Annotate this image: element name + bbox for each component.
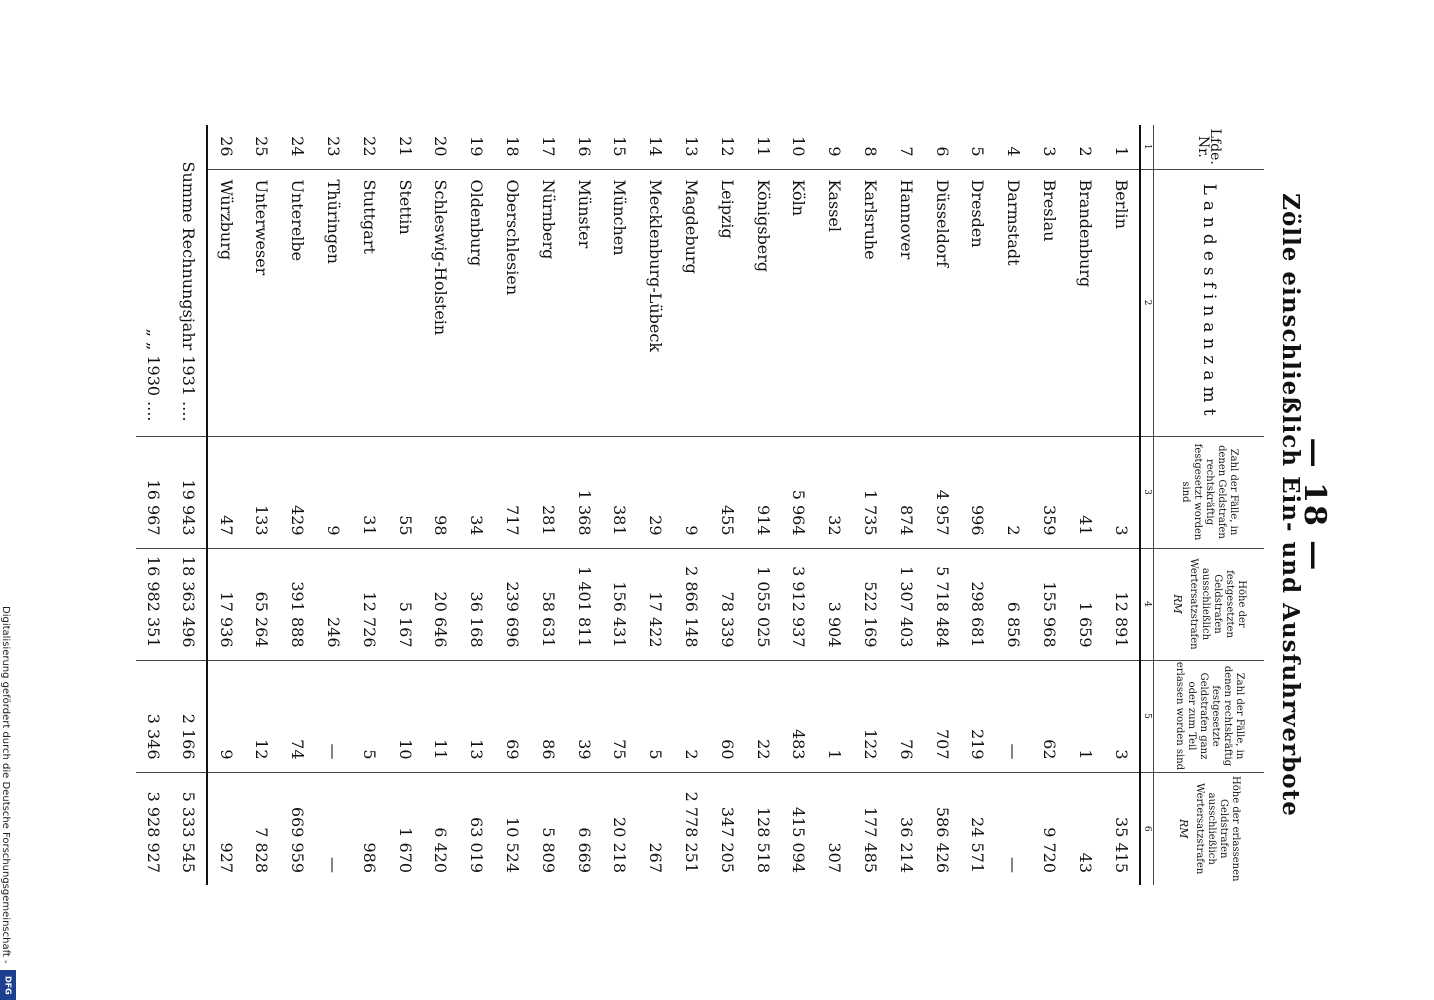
- row-name: Oberschlesien: [495, 169, 531, 436]
- row-name: Darmstadt: [996, 169, 1032, 436]
- header-col6-text: Höhe der erlassenen Geldstrafen ausschließlich Wertersatzstrafen: [1194, 776, 1241, 882]
- table-row: [459, 125, 495, 885]
- row-col3: 31: [351, 436, 387, 548]
- row-col5: 12: [244, 660, 280, 772]
- row-col5: 2: [674, 660, 710, 772]
- table-row: [602, 125, 638, 885]
- table-row: [1103, 125, 1140, 885]
- row-name: Karlsruhe: [853, 169, 889, 436]
- row-col3: 359: [1032, 436, 1068, 548]
- row-col6: 24 571: [960, 772, 996, 885]
- page-number: — 18 —: [1297, 437, 1332, 573]
- table-row: [924, 125, 960, 885]
- row-col5: 75: [602, 660, 638, 772]
- row-col6: 128 518: [745, 772, 781, 885]
- column-number: 5: [1140, 660, 1154, 772]
- summary-c4: 16 982 351: [136, 548, 171, 660]
- funding-note: [0, 606, 18, 1000]
- row-number: 17: [538, 136, 558, 157]
- row-name: Nürnberg: [530, 169, 566, 436]
- row-col5: 62: [1032, 660, 1068, 772]
- row-number: 24: [288, 136, 308, 157]
- row-col6: 5 809: [530, 772, 566, 885]
- row-col3: 98: [423, 436, 459, 548]
- row-col6: 347 205: [709, 772, 745, 885]
- table-row: [674, 125, 710, 885]
- row-col6: 669 959: [280, 772, 316, 885]
- header-col4-text: Höhe der festgesetzten Geldstrafen ausschließlich Wertersatzstrafen: [1188, 558, 1247, 650]
- row-name: Brandenburg: [1067, 169, 1103, 436]
- row-col5: 483: [781, 660, 817, 772]
- row-col5: 74: [280, 660, 316, 772]
- row-name: Dresden: [960, 169, 996, 436]
- row-col3: 717: [495, 436, 531, 548]
- row-number: 26: [216, 136, 236, 157]
- row-name: Münster: [566, 169, 602, 436]
- table-row: [351, 125, 387, 885]
- summary-row: [171, 125, 207, 885]
- header-landesfinanzamt: Landesfinanzamt: [1154, 169, 1265, 436]
- row-col5: 5: [638, 660, 674, 772]
- row-col3: 1 735: [853, 436, 889, 548]
- summary-c6: 5 333 545: [171, 772, 207, 885]
- row-col3: 55: [387, 436, 423, 548]
- table-row: [781, 125, 817, 885]
- row-col5: 76: [888, 660, 924, 772]
- row-col4: 246: [316, 548, 352, 660]
- row-number: 11: [753, 136, 773, 157]
- row-col5: 60: [709, 660, 745, 772]
- row-number: 13: [682, 136, 702, 157]
- summary-label: Summe Rechnungsjahr 1931 ....: [171, 125, 207, 436]
- column-number-row: [1140, 125, 1154, 885]
- row-col6: —: [316, 772, 352, 885]
- row-col4: 3 904: [817, 548, 853, 660]
- row-col4: 12 726: [351, 548, 387, 660]
- table-row: [1032, 125, 1068, 885]
- row-col4: 155 968: [1032, 548, 1068, 660]
- row-col5: 707: [924, 660, 960, 772]
- row-name: Leipzig: [709, 169, 745, 436]
- row-number: 25: [252, 136, 272, 157]
- row-number: 7: [896, 146, 916, 157]
- row-number: 5: [968, 146, 988, 157]
- row-number: 4: [1004, 146, 1024, 157]
- table-row: [853, 125, 889, 885]
- summary-c4: 18 363 496: [171, 548, 207, 660]
- row-col5: 122: [853, 660, 889, 772]
- row-col5: —: [996, 660, 1032, 772]
- row-name: Berlin: [1103, 169, 1140, 436]
- row-name: Unterweser: [244, 169, 280, 436]
- row-name: Kassel: [817, 169, 853, 436]
- table-row: [207, 125, 244, 885]
- summary-c3: 19 943: [171, 436, 207, 548]
- row-col4: 298 681: [960, 548, 996, 660]
- column-number: 2: [1140, 169, 1154, 436]
- row-number: 22: [359, 136, 379, 157]
- row-col5: 9: [207, 660, 244, 772]
- row-col3: 4 957: [924, 436, 960, 548]
- row-col4: 3 912 937: [781, 548, 817, 660]
- row-col6: —: [996, 772, 1032, 885]
- row-col4: 1 659: [1067, 548, 1103, 660]
- row-col3: 429: [280, 436, 316, 548]
- row-col4: 522 169: [853, 548, 889, 660]
- row-col6: 927: [207, 772, 244, 885]
- header-col6: [1154, 772, 1265, 885]
- row-number: 19: [467, 136, 487, 157]
- row-name: München: [602, 169, 638, 436]
- row-col4: 6 856: [996, 548, 1032, 660]
- row-col5: 1: [1067, 660, 1103, 772]
- row-col4: 239 696: [495, 548, 531, 660]
- row-number: 1: [1111, 146, 1131, 157]
- table-row: [888, 125, 924, 885]
- table-row: [244, 125, 280, 885]
- statistics-table: [136, 125, 1264, 885]
- row-col5: 10: [387, 660, 423, 772]
- table-row: [566, 125, 602, 885]
- row-number: 12: [717, 136, 737, 157]
- table-row: [745, 125, 781, 885]
- row-name: Schleswig-Holstein: [423, 169, 459, 436]
- row-col4: 1 055 025: [745, 548, 781, 660]
- table-row: [495, 125, 531, 885]
- row-col3: 1 368: [566, 436, 602, 548]
- table-row: [817, 125, 853, 885]
- row-col3: 47: [207, 436, 244, 548]
- row-col3: 29: [638, 436, 674, 548]
- row-col4: 391 888: [280, 548, 316, 660]
- row-number: 23: [324, 136, 344, 157]
- row-col4: 20 646: [423, 548, 459, 660]
- row-col4: 65 264: [244, 548, 280, 660]
- row-col6: 9 720: [1032, 772, 1068, 885]
- table-row: [530, 125, 566, 885]
- row-number: 10: [789, 136, 809, 157]
- row-col3: 133: [244, 436, 280, 548]
- row-number: 14: [646, 136, 666, 157]
- row-col3: 381: [602, 436, 638, 548]
- row-col6: 10 524: [495, 772, 531, 885]
- column-number: 3: [1140, 436, 1154, 548]
- row-name: Thüringen: [316, 169, 352, 436]
- header-lfd-nr: Lfde. Nr.: [1195, 128, 1223, 165]
- row-col6: 307: [817, 772, 853, 885]
- row-col4: 78 339: [709, 548, 745, 660]
- row-col3: 914: [745, 436, 781, 548]
- row-col5: —: [316, 660, 352, 772]
- row-col3: 9: [316, 436, 352, 548]
- row-col3: 5 964: [781, 436, 817, 548]
- row-col6: 43: [1067, 772, 1103, 885]
- row-name: Hannover: [888, 169, 924, 436]
- row-number: 6: [932, 146, 952, 157]
- row-number: 8: [861, 146, 881, 157]
- row-col3: 874: [888, 436, 924, 548]
- row-col3: 34: [459, 436, 495, 548]
- row-col3: 32: [817, 436, 853, 548]
- summary-c5: 3 346: [136, 660, 171, 772]
- row-col5: 5: [351, 660, 387, 772]
- table-row: [960, 125, 996, 885]
- row-number: 9: [825, 146, 845, 157]
- row-col4: 17 422: [638, 548, 674, 660]
- column-number: 6: [1140, 772, 1154, 885]
- summary-c5: 2 166: [171, 660, 207, 772]
- header-col3: Zahl der Fälle, in denen Geldstrafen rechtskräftig festgesetzt worden sind: [1154, 436, 1265, 548]
- row-col6: 63 019: [459, 772, 495, 885]
- header-col4-unit: RM: [1171, 594, 1184, 614]
- row-col4: 17 936: [207, 548, 244, 660]
- row-col4: 5 718 484: [924, 548, 960, 660]
- row-col6: 586 426: [924, 772, 960, 885]
- row-col4: 156 431: [602, 548, 638, 660]
- row-col6: 2 778 251: [674, 772, 710, 885]
- row-number: 15: [610, 136, 630, 157]
- funding-note-text: Digitalisierung gefördert durch die Deutsche Forschungsgemeinschaft -: [0, 606, 11, 964]
- row-number: 2: [1075, 146, 1095, 157]
- row-name: Breslau: [1032, 169, 1068, 436]
- row-col3: 2: [996, 436, 1032, 548]
- row-col3: 41: [1067, 436, 1103, 548]
- row-col3: 9: [674, 436, 710, 548]
- table-row: [387, 125, 423, 885]
- table-row: [1067, 125, 1103, 885]
- row-col6: 6 669: [566, 772, 602, 885]
- row-col5: 39: [566, 660, 602, 772]
- table-row: [423, 125, 459, 885]
- rotated-table-sheet: [118, 125, 1338, 885]
- row-col6: 6 420: [423, 772, 459, 885]
- row-col6: 267: [638, 772, 674, 885]
- row-name: Königsberg: [745, 169, 781, 436]
- row-name: Unterelbe: [280, 169, 316, 436]
- row-col6: 35 415: [1103, 772, 1140, 885]
- row-col5: 13: [459, 660, 495, 772]
- row-col4: 1 307 403: [888, 548, 924, 660]
- summary-label: „ „ 1930 ....: [144, 328, 164, 422]
- row-col3: 996: [960, 436, 996, 548]
- header-col4: [1154, 548, 1265, 660]
- row-col5: 86: [530, 660, 566, 772]
- table-row: [316, 125, 352, 885]
- row-name: Würzburg: [207, 169, 244, 436]
- table-row: [709, 125, 745, 885]
- dfg-logo: DFG: [0, 970, 16, 1000]
- summary-c6: 3 928 927: [136, 772, 171, 885]
- row-col4: 58 631: [530, 548, 566, 660]
- row-number: 20: [431, 136, 451, 157]
- row-name: Oldenburg: [459, 169, 495, 436]
- row-col5: 3: [1103, 660, 1140, 772]
- header-col6-unit: RM: [1177, 818, 1190, 839]
- row-col5: 22: [745, 660, 781, 772]
- row-number: 3: [1040, 146, 1060, 157]
- table-body: [136, 125, 1140, 885]
- row-number: 18: [503, 136, 523, 157]
- row-col5: 219: [960, 660, 996, 772]
- row-col4: 12 891: [1103, 548, 1140, 660]
- table-row: [996, 125, 1032, 885]
- row-number: 16: [574, 136, 594, 157]
- header-row: [1154, 125, 1265, 885]
- table-row: [280, 125, 316, 885]
- row-name: Stuttgart: [351, 169, 387, 436]
- row-col6: 177 485: [853, 772, 889, 885]
- table-title: Zölle einschließlich Ein- und Ausfuhrverbote: [1277, 193, 1304, 817]
- row-col6: 415 094: [781, 772, 817, 885]
- row-col5: 1: [817, 660, 853, 772]
- row-col6: 986: [351, 772, 387, 885]
- row-col4: 1 401 811: [566, 548, 602, 660]
- row-name: Stettin: [387, 169, 423, 436]
- row-col5: 11: [423, 660, 459, 772]
- row-col4: 2 866 148: [674, 548, 710, 660]
- row-col6: 1 670: [387, 772, 423, 885]
- row-col4: 36 168: [459, 548, 495, 660]
- row-name: Mecklenburg-Lübeck: [638, 169, 674, 436]
- row-col3: 455: [709, 436, 745, 548]
- row-col6: 20 218: [602, 772, 638, 885]
- row-col6: 7 828: [244, 772, 280, 885]
- row-col3: 3: [1103, 436, 1140, 548]
- column-number: 4: [1140, 548, 1154, 660]
- header-col5: Zahl der Fälle, in denen rechtskräftig festgesetzte Geldstrafen ganz oder zum Teil erlassen worden sind: [1154, 660, 1265, 772]
- row-number: 21: [395, 136, 415, 157]
- row-col5: 69: [495, 660, 531, 772]
- row-col4: 5 167: [387, 548, 423, 660]
- row-col3: 281: [530, 436, 566, 548]
- row-col6: 36 214: [888, 772, 924, 885]
- row-name: Düsseldorf: [924, 169, 960, 436]
- summary-c3: 16 967: [136, 436, 171, 548]
- summary-row: [136, 125, 171, 885]
- table-row: [638, 125, 674, 885]
- column-number: 1: [1140, 125, 1154, 169]
- row-name: Magdeburg: [674, 169, 710, 436]
- row-name: Köln: [781, 169, 817, 436]
